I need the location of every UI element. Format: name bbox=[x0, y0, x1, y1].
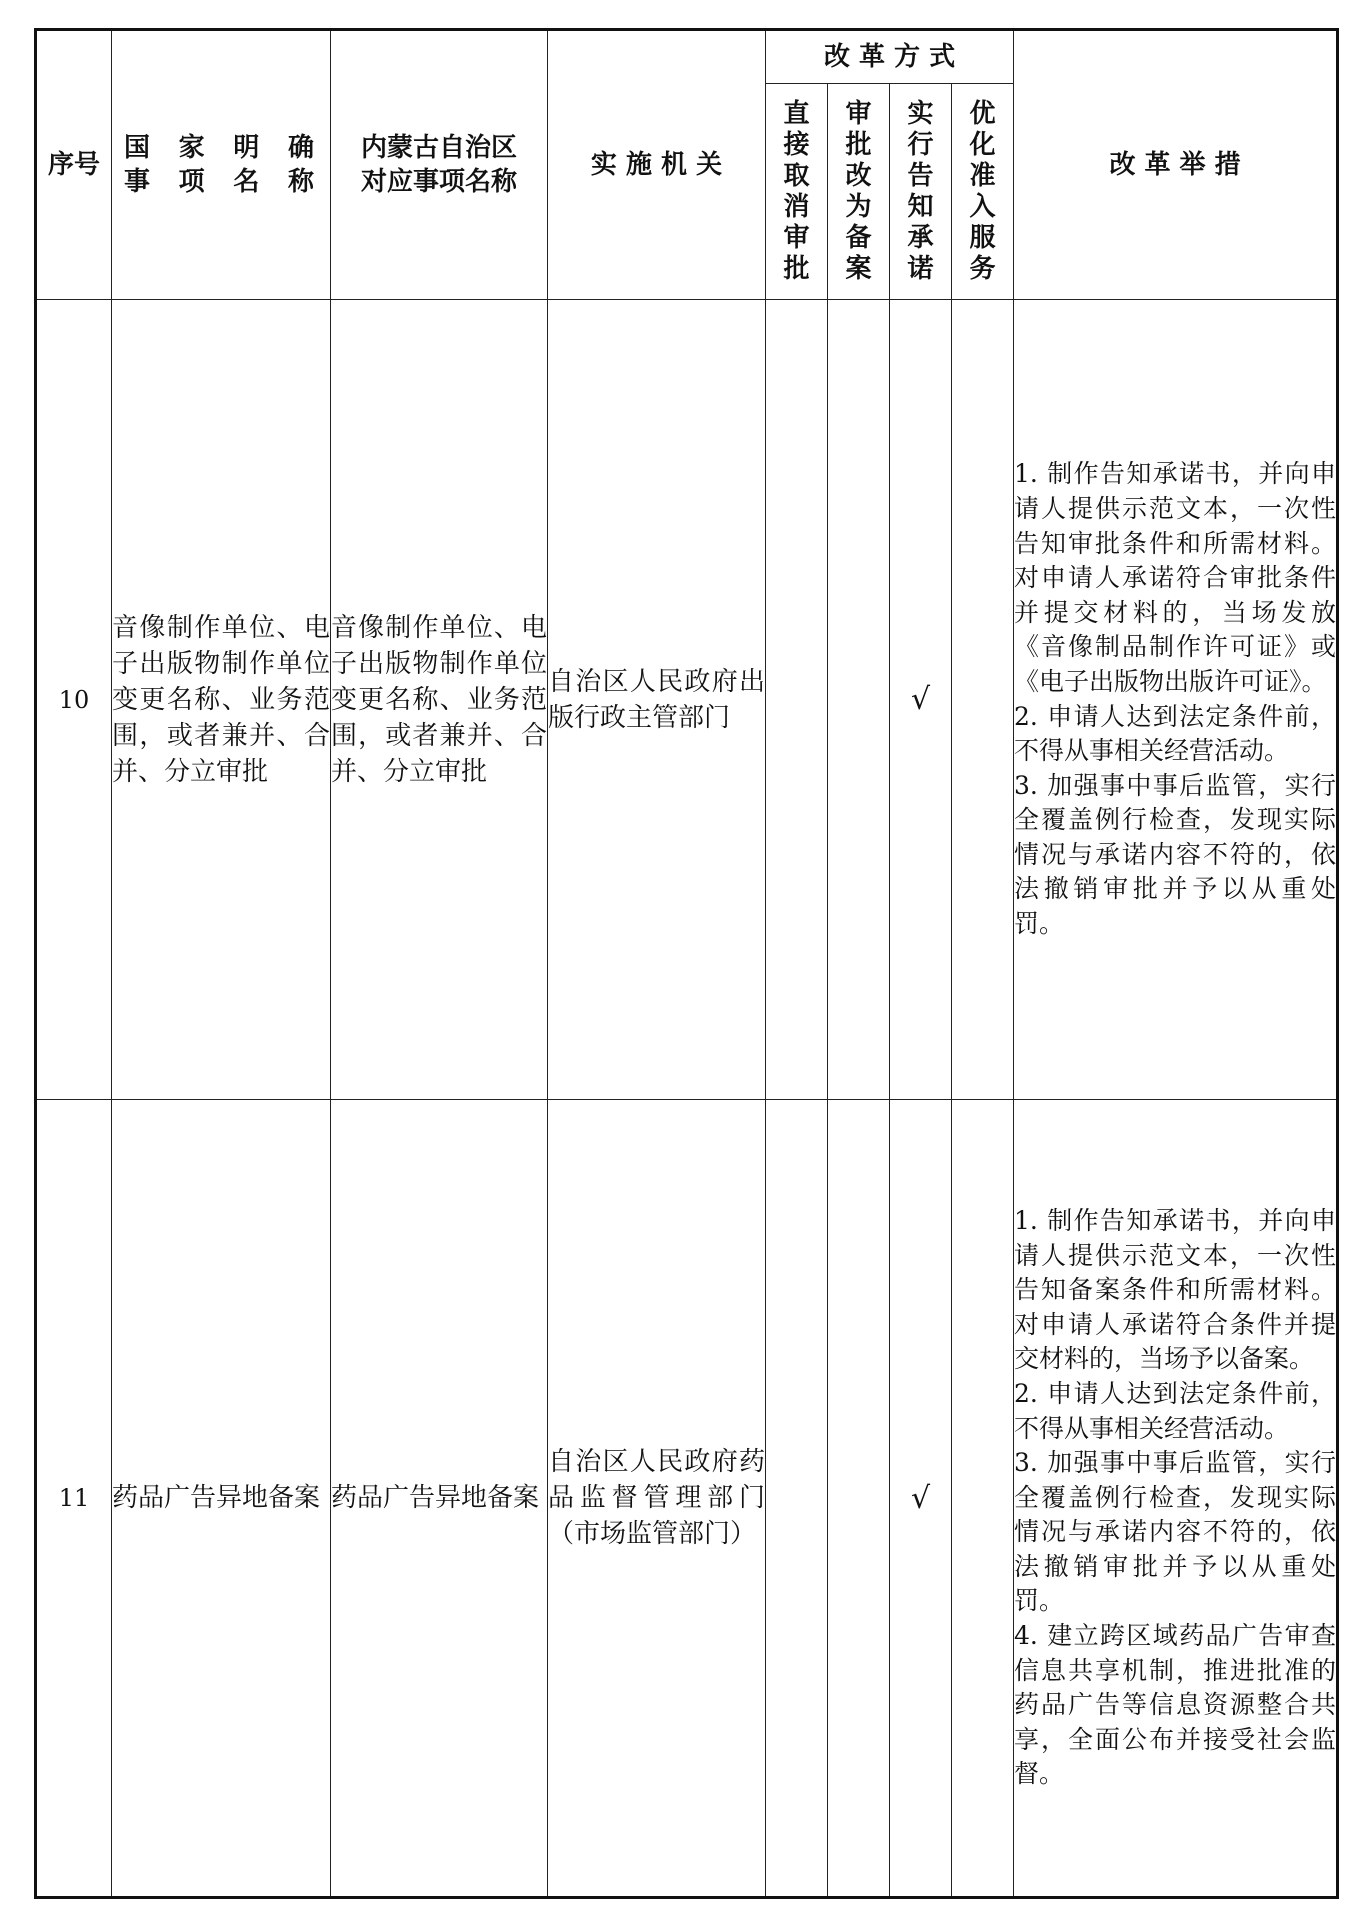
row-measures bbox=[1014, 1100, 1338, 1898]
header-method-cancel bbox=[766, 84, 828, 300]
row-filing bbox=[828, 1100, 890, 1898]
row-notify-check: √ bbox=[890, 300, 952, 1100]
header-method-optimize-text: 优化准入服务 bbox=[969, 98, 996, 284]
header-national-item-line1: 国 家 明 确 bbox=[124, 133, 318, 163]
row-agency: 自治区人民政府药品监督管理部门（市场监管部门） bbox=[548, 1100, 766, 1898]
row-region-item: 药品广告异地备案 bbox=[331, 1100, 548, 1898]
row-seq: 10 bbox=[36, 300, 112, 1100]
header-national-item-line2: 事 项 名 称 bbox=[124, 167, 318, 197]
row-measures bbox=[1014, 300, 1338, 1100]
header-method-cancel-text: 直接取消审批 bbox=[783, 98, 810, 284]
measure-item: 3. 加强事中事后监管，实行全覆盖例行检查，发现实际情况与承诺内容不符的，依法撤销审批并予以从重处罚。 bbox=[1014, 770, 1337, 939]
header-method-filing-text: 审批改为备案 bbox=[845, 98, 872, 284]
header-reform-method: 改 革 方 式 bbox=[766, 30, 1014, 84]
measure-item: 4. 建立跨区域药品广告审查信息共享机制，推进批准的药品广告等信息资源整合共享，全面公布并接受社会监督。 bbox=[1014, 1621, 1337, 1789]
header-region-item bbox=[331, 30, 548, 300]
header-method-filing bbox=[828, 84, 890, 300]
measure-item: 3. 加强事中事后监管，实行全覆盖例行检查，发现实际情况与承诺内容不符的，依法撤销审批并予以从重处罚。 bbox=[1014, 1448, 1337, 1616]
row-optimize bbox=[952, 300, 1014, 1100]
header-method-optimize bbox=[952, 84, 1014, 300]
measure-item: 2. 申请人达到法定条件前，不得从事相关经营活动。 bbox=[1014, 1378, 1337, 1443]
header-method-notify bbox=[890, 84, 952, 300]
row-filing bbox=[828, 300, 890, 1100]
measure-item: 1. 制作告知承诺书，并向申请人提供示范文本，一次性告知备案条件和所需材料。对申请人承诺符合条件并提交材料的，当场予以备案。 bbox=[1014, 1205, 1337, 1374]
header-measures: 改 革 举 措 bbox=[1014, 30, 1338, 300]
header-region-item-line1: 内蒙古自治区 bbox=[360, 133, 517, 163]
header-method-notify-text: 实行告知承诺 bbox=[907, 98, 934, 284]
row-cancel bbox=[766, 1100, 828, 1898]
row-agency: 自治区人民政府出版行政主管部门 bbox=[548, 300, 766, 1100]
table-row bbox=[36, 1100, 1338, 1898]
row-national-item: 药品广告异地备案 bbox=[112, 1100, 331, 1898]
row-seq: 11 bbox=[36, 1100, 112, 1898]
measure-item: 2. 申请人达到法定条件前，不得从事相关经营活动。 bbox=[1014, 701, 1337, 766]
row-optimize bbox=[952, 1100, 1014, 1898]
row-national-item: 音像制作单位、电子出版物制作单位变更名称、业务范围，或者兼并、合并、分立审批 bbox=[112, 300, 331, 1100]
header-national-item bbox=[112, 30, 331, 300]
measure-item: 1. 制作告知承诺书，并向申请人提供示范文本，一次性告知审批条件和所需材料。对申请人承诺符合审批条件并提交材料的，当场发放《音像制品制作许可证》或《电子出版物出版许可证》。 bbox=[1014, 459, 1337, 696]
header-row-1 bbox=[36, 30, 1338, 84]
row-region-item: 音像制作单位、电子出版物制作单位变更名称、业务范围，或者兼并、合并、分立审批 bbox=[331, 300, 548, 1100]
reform-table bbox=[34, 28, 1339, 1899]
table-row bbox=[36, 300, 1338, 1100]
row-notify-check: √ bbox=[890, 1100, 952, 1898]
header-region-item-line2: 对应事项名称 bbox=[360, 167, 517, 197]
row-cancel bbox=[766, 300, 828, 1100]
header-seq: 序号 bbox=[36, 30, 112, 300]
header-agency: 实 施 机 关 bbox=[548, 30, 766, 300]
